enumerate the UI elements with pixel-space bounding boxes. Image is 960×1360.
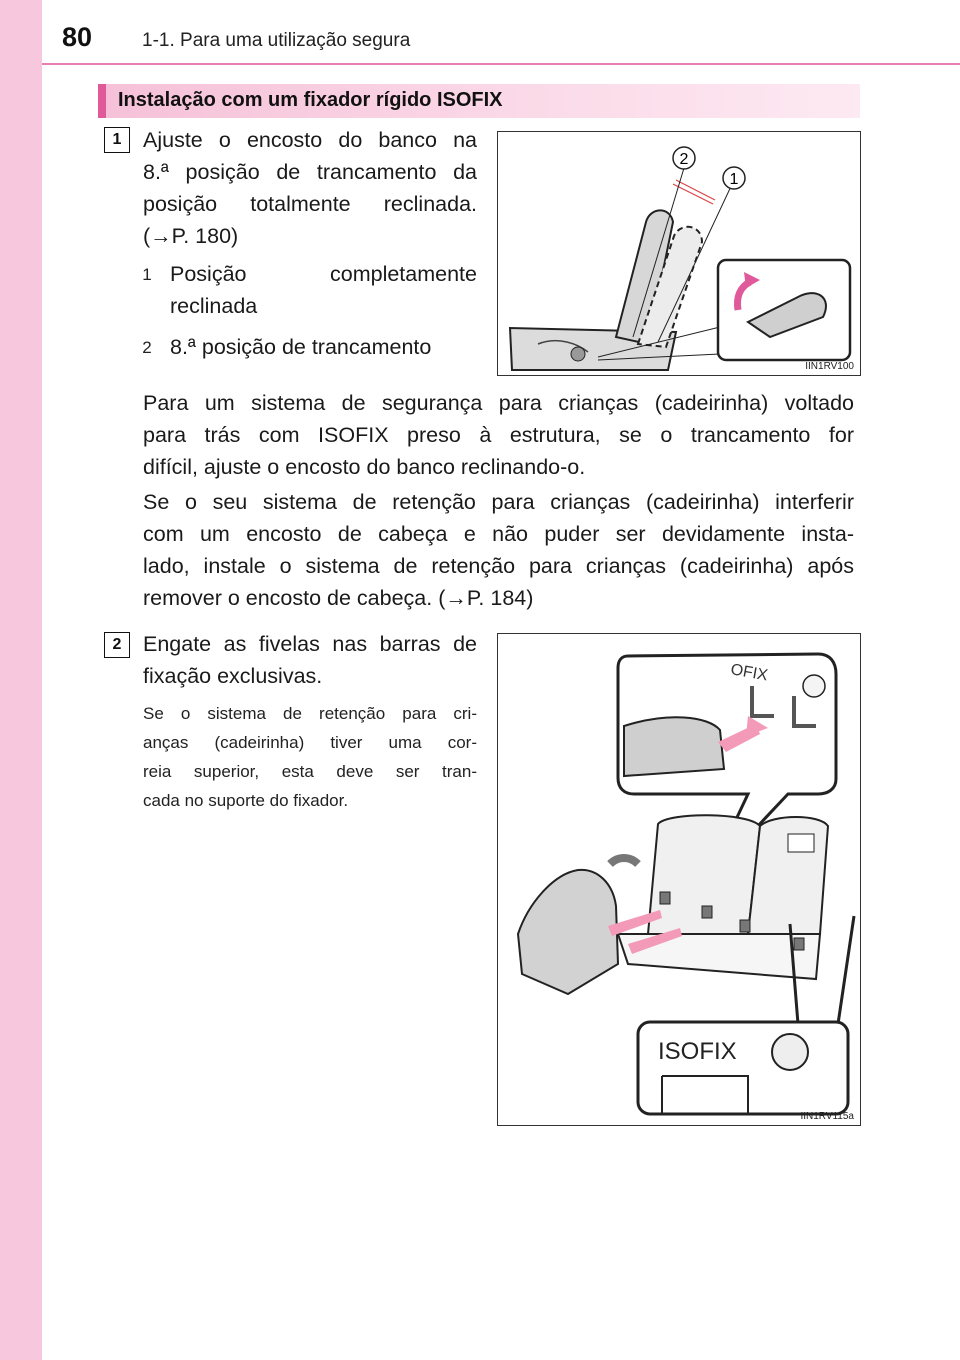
figure-code: IIN1RV100 (805, 361, 854, 372)
note-line: Se o sistema de retenção para cri- (143, 704, 477, 723)
step2-instruction (143, 628, 477, 692)
para1-line: Para um sistema de segurança para crianças (cadeirinha) voltado (143, 391, 854, 415)
para1-line: para trás com ISOFIX preso à estrutura, se o trancamento for (143, 423, 854, 447)
callout2-text: 8.ª posição de trancamento (170, 335, 432, 359)
header-divider (42, 63, 960, 65)
chapter-title: 1-1. Para uma utilização segura (142, 30, 411, 51)
step1-instruction (143, 124, 477, 252)
isofix-label: ISOFIX (658, 1038, 737, 1065)
figure-code: IIN1RV115a (800, 1111, 854, 1122)
para2-line: com um encosto de cabeça e não puder ser devidamente insta- (143, 522, 854, 546)
figure-label-2: 2 (679, 151, 689, 168)
figure-label-1: 1 (729, 171, 739, 188)
step1-paragraph-1 (143, 387, 854, 483)
step-number-2: 2 (104, 632, 130, 658)
para2-line: lado, instale o sistema de retenção para crianças (cadeirinha) após (143, 554, 854, 578)
note-line: anças (cadeirinha) tiver uma cor- (143, 733, 477, 752)
step1-line: (→P. 180) (143, 224, 239, 248)
callout1-line: Posição completamente (170, 262, 477, 286)
para2-line: remover o encosto de cabeça. (→P. 184) (143, 586, 534, 610)
callout1-text (170, 258, 477, 322)
isofix-illustration (498, 634, 861, 1126)
step2-line: fixação exclusivas. (143, 664, 323, 688)
page-number: 80 (62, 22, 93, 52)
side-color-band (0, 0, 42, 1360)
step1-line: posição totalmente reclinada. (143, 192, 477, 216)
para2-line: Se o seu sistema de retenção para crianças (cadeirinha) interferir (143, 490, 854, 514)
note-line: reia superior, esta deve ser tran- (143, 762, 477, 781)
seat-recline-illustration (498, 132, 861, 376)
section-title: Instalação com um fixador rígido ISOFIX (118, 89, 503, 111)
callout-number-2: 2 (142, 338, 152, 357)
seat-recline-figure (497, 131, 861, 376)
step1-line: 8.ª posição de trancamento da (143, 160, 477, 184)
step2-note (143, 699, 477, 815)
isofix-figure (497, 633, 861, 1126)
note-line: cada no suporte do fixador. (143, 791, 349, 810)
para1-line: difícil, ajuste o encosto do banco reclinando-o. (143, 455, 586, 479)
section-heading (98, 84, 860, 118)
callout1-line: reclinada (170, 294, 258, 318)
step1-line: Ajuste o encosto do banco na (143, 128, 477, 152)
step1-paragraph-2 (143, 486, 854, 614)
callout-number-1: 1 (142, 265, 152, 284)
step-number-1: 1 (104, 127, 130, 153)
isofix-partial-label: OFIX (729, 661, 770, 685)
step2-line: Engate as fivelas nas barras de (143, 632, 477, 656)
